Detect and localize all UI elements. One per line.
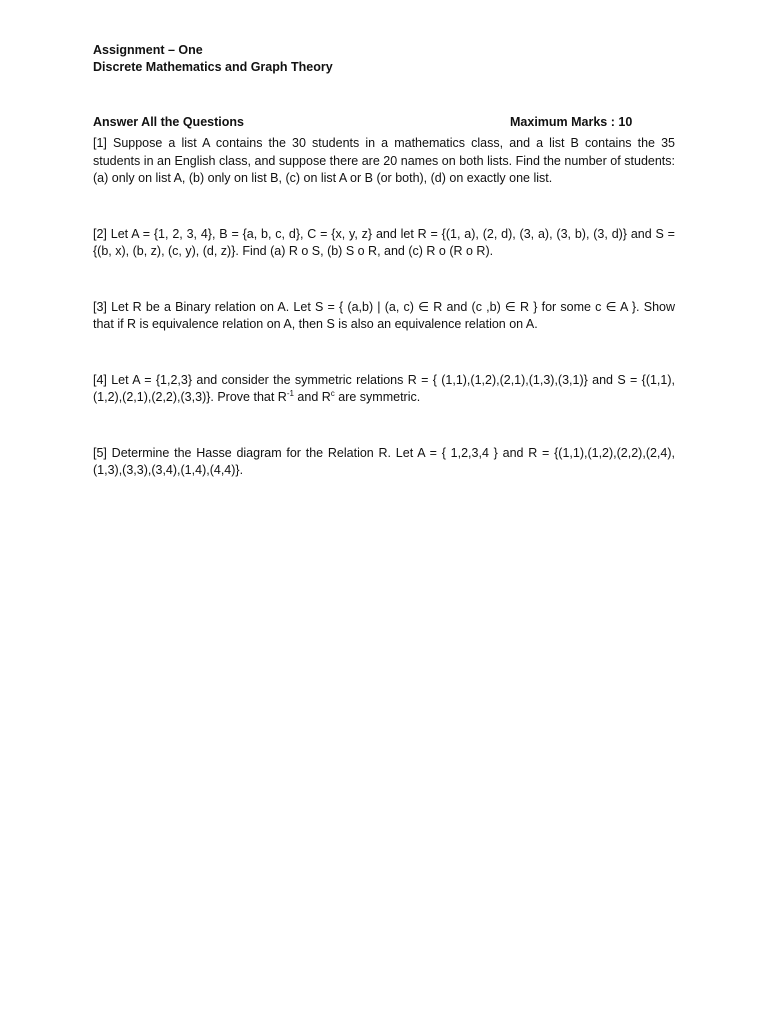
question-4-text-before: [4] Let A = {1,2,3} and consider the symmetric relations R = { (1,1),(1,2),(2,1),(1,3),(3,1)} and S = {(1,1),(1,2),(2,1),(2,2),(3,3)}. Prove that R [93, 372, 675, 404]
course-title: Discrete Mathematics and Graph Theory [93, 60, 333, 74]
question-3: [3] Let R be a Binary relation on A. Let S = { (a,b) | (a, c) ∈ R and (c ,b) ∈ R } for some c ∈ A }. Show that if R is equivalence relation on A, then S is also an equivalence relation on A. [93, 299, 675, 331]
question-4-text-middle: and R [293, 390, 331, 404]
question-4 [93, 372, 675, 407]
question-4-text-after: are symmetric. [334, 390, 421, 404]
inverse-superscript: -1 [286, 388, 294, 398]
maximum-marks: Maximum Marks : 10 [510, 115, 633, 129]
complement-superscript: c [330, 388, 335, 398]
question-1: [1] Suppose a list A contains the 30 students in a mathematics class, and a list B contains the 35 students in an English class, and suppose there are 20 names on both lists. Find the number of students: (a) only on list A, (b) only on list B, (c) on list A or B (or both), (d) on exactly one list. [93, 136, 675, 185]
instructions-row [93, 114, 675, 131]
instruction-text: Answer All the Questions [93, 115, 244, 129]
question-2: [2] Let A = {1, 2, 3, 4}, B = {a, b, c, d}, C = {x, y, z} and let R = {(1, a), (2, d), (3, a), (3, b), (3, d)} and S = {(b, x), (b, z), (c, y), (d, z)}. Find (a) R o S, (b) S o R, and (c) R o (R o R). [93, 226, 675, 258]
document-page [93, 42, 675, 480]
question-5: [5] Determine the Hasse diagram for the Relation R. Let A = { 1,2,3,4 } and R = {(1,1),(1,2),(2,2),(2,4),(1,3),(3,3),(3,4),(1,4),(4,4)}. [93, 445, 675, 477]
assignment-title: Assignment – One [93, 43, 203, 57]
